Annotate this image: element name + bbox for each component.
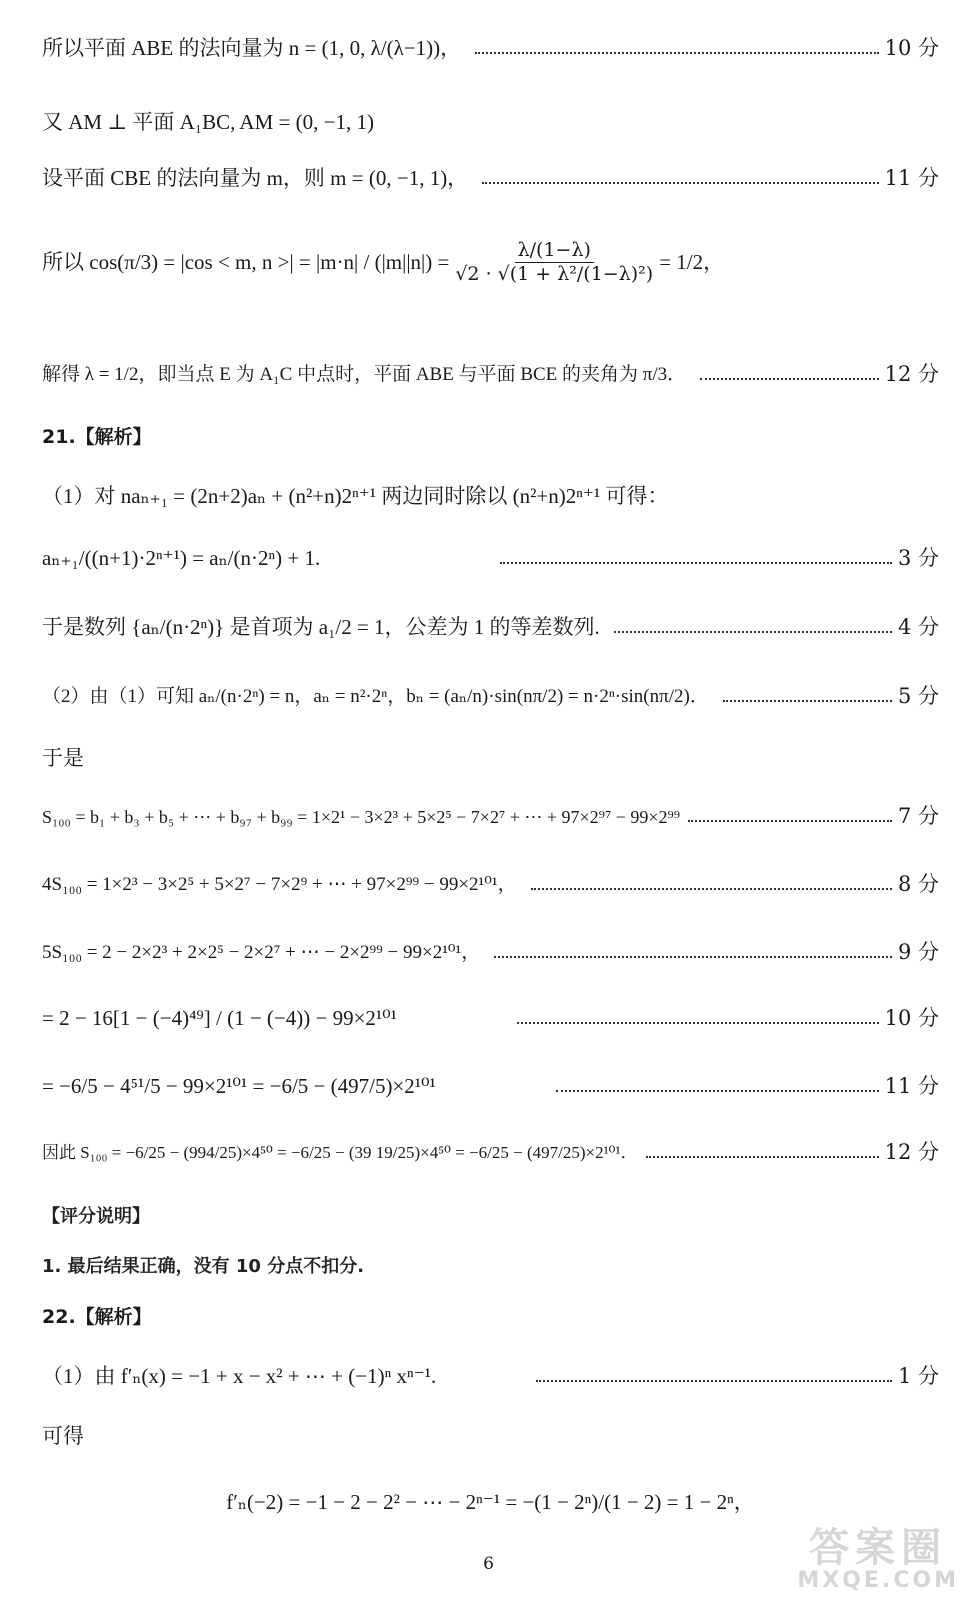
line-hence xyxy=(42,748,939,769)
score: 9 分 xyxy=(897,940,939,964)
expr: S₁₀₀ = b₁ + b₃ + b₅ + ⋯ + b₉₇ + b₉₉ = 1×2¹ − 3×2³ + 5×2⁵ − 7×2⁷ + ⋯ + 97×2⁹⁷ − 99×2⁹⁹ xyxy=(42,806,681,827)
dot-leader xyxy=(536,1380,892,1382)
expr: （1）对 naₙ₊₁ = (2n+2)aₙ + (n²+n)2ⁿ⁺¹ 两边同时除以 (n²+n)2ⁿ⁺¹ 可得： xyxy=(42,484,669,508)
line-cos-equation xyxy=(42,232,939,292)
line-geometric-sum xyxy=(42,1008,939,1029)
dot-leader xyxy=(500,562,892,564)
score: 4 分 xyxy=(897,615,939,639)
score: 7 分 xyxy=(897,804,939,828)
fraction-denominator: √2 · √(1 + λ²/(1−λ)²) xyxy=(455,262,654,285)
dot-leader xyxy=(688,820,892,822)
expr: 4S₁₀₀ = 1×2³ − 3×2⁵ + 5×2⁷ − 7×2⁹ + ⋯ + 97×2⁹⁹ − 99×2¹⁰¹， xyxy=(42,874,517,895)
expr: f′ₙ(−2) = −1 − 2 − 2² − ⋯ − 2ⁿ⁻¹ = −(1 − 2ⁿ)/(1 − 2) = 1 − 2ⁿ， xyxy=(226,1490,755,1514)
dot-leader xyxy=(475,52,878,54)
dot-leader xyxy=(614,631,892,633)
line-final-s100 xyxy=(42,1142,939,1163)
dot-leader xyxy=(723,700,892,702)
line-normal-vector-cbe xyxy=(42,168,939,189)
score: 10 分 xyxy=(884,36,939,60)
line-am-perpendicular xyxy=(42,112,939,133)
dot-leader xyxy=(556,1090,879,1092)
line-solve-lambda xyxy=(42,364,939,385)
line-simplify xyxy=(42,1076,939,1097)
expr: 于是 xyxy=(42,746,84,770)
expr: = 2 − 16[1 − (−4)⁴⁹] / (1 − (−4)) − 99×2¹⁰¹ xyxy=(42,1006,397,1030)
line-4s100 xyxy=(42,874,939,895)
fraction-numerator: λ/(1−λ) xyxy=(515,241,594,263)
heading-problem-22 xyxy=(42,1308,939,1327)
expr: 5S₁₀₀ = 2 − 2×2³ + 2×2⁵ − 2×2⁷ + ⋯ − 2×2⁹⁹ − 99×2¹⁰¹， xyxy=(42,942,481,963)
expr: = −6/5 − 4⁵¹/5 − 99×2¹⁰¹ = −6/5 − (497/5)×2¹⁰¹ xyxy=(42,1074,436,1098)
expr-suffix: = 1/2， xyxy=(659,249,725,274)
expr-prefix: 所以 cos(π/3) = |cos < m, n >| = |m·n| / (|m||n|) = xyxy=(42,249,450,274)
section-heading: 21.【解析】 xyxy=(42,426,152,448)
expr: 所以平面 ABE 的法向量为 n = (1, 0, λ/(λ−1))， xyxy=(42,36,462,60)
watermark-logo xyxy=(797,1525,959,1593)
big-fraction xyxy=(452,238,656,285)
expr: 于是数列 {aₙ/(n·2ⁿ)} 是首项为 a₁/2 = 1，公差为 1 的等差数列. xyxy=(42,615,600,639)
dot-leader xyxy=(531,888,892,890)
line-thus xyxy=(42,1426,939,1447)
expr: 又 AM ⊥ 平面 A₁BC, AM = (0, −1, 1) xyxy=(42,110,374,134)
score: 5 分 xyxy=(897,684,939,708)
score: 12 分 xyxy=(884,1140,939,1164)
line-derivative xyxy=(42,1366,939,1387)
dot-leader xyxy=(700,378,878,380)
line-part2-bn xyxy=(42,686,939,707)
expr: 解得 λ = 1/2，即当点 E 为 A₁C 中点时，平面 ABE 与平面 BCE 的夹角为 π/3． xyxy=(42,364,687,385)
expr: aₙ₊₁/((n+1)·2ⁿ⁺¹) = aₙ/(n·2ⁿ) + 1. xyxy=(42,546,321,570)
line-part1-recurrence xyxy=(42,486,939,507)
dot-leader xyxy=(494,956,892,958)
score: 3 分 xyxy=(897,546,939,570)
score: 11 分 xyxy=(884,1074,939,1098)
page-number: 6 xyxy=(483,1554,494,1574)
score: 10 分 xyxy=(884,1006,939,1030)
score: 12 分 xyxy=(884,362,939,386)
note-text: 1. 最后结果正确，没有 10 分点不扣分. xyxy=(42,1256,365,1277)
watermark-en: MXQE.COM xyxy=(797,1568,959,1593)
dot-leader xyxy=(517,1022,879,1024)
expr: （2）由（1）可知 aₙ/(n·2ⁿ) = n，aₙ = n²·2ⁿ，bₙ = (aₙ/n)·sin(nπ/2) = n·2ⁿ·sin(nπ/2)． xyxy=(42,686,709,707)
dot-leader xyxy=(646,1156,879,1158)
score: 11 分 xyxy=(884,166,939,190)
line-s100-sum xyxy=(42,806,939,827)
line-5s100 xyxy=(42,942,939,963)
note-heading: 【评分说明】 xyxy=(42,1206,150,1227)
score: 1 分 xyxy=(897,1364,939,1388)
expr: 可得 xyxy=(42,1424,84,1448)
expr: 设平面 CBE 的法向量为 m，则 m = (0, −1, 1)， xyxy=(42,166,469,190)
line-recurrence-divided xyxy=(42,548,939,569)
expr: 因此 S₁₀₀ = −6/25 − (994/25)×4⁵⁰ = −6/25 − (39 19/25)×4⁵⁰ = −6/25 − (497/25)×2¹⁰¹． xyxy=(42,1143,638,1162)
grading-note-1 xyxy=(42,1258,939,1276)
section-heading: 22.【解析】 xyxy=(42,1306,152,1328)
line-normal-vector-abe xyxy=(42,38,939,59)
grading-note-heading xyxy=(42,1208,939,1226)
line-arithmetic-sequence xyxy=(42,617,939,638)
expr: （1）由 f′ₙ(x) = −1 + x − x² + ⋯ + (−1)ⁿ xⁿ⁻¹. xyxy=(42,1364,437,1388)
line-derivative-at-minus2 xyxy=(42,1492,939,1513)
dot-leader xyxy=(482,182,878,184)
watermark-cn: 答案圈 xyxy=(809,1525,948,1571)
heading-problem-21 xyxy=(42,428,939,447)
score: 8 分 xyxy=(897,872,939,896)
